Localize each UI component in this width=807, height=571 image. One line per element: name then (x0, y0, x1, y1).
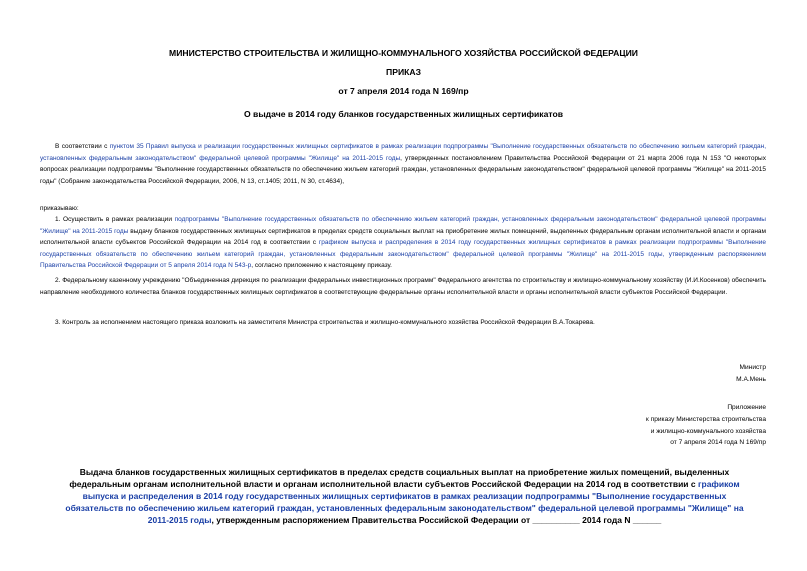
item1-text-1: 1. Осуществить в рамках реализации (55, 216, 175, 223)
appendix-line-1: Приложение (727, 404, 766, 411)
item1-text-3: , согласно приложению к настоящему приказу. (251, 262, 392, 270)
appendix-title-text-2: , утвержденным распоряжением Правительства Российской Федерации от __________ 2014 года N ______ (211, 515, 662, 526)
preamble-text-1: В соответствии с (55, 143, 110, 150)
item1-text-2: выдачу бланков государственных жилищных сертификатов в пределах средств социальных выплат на приобретение жилых помещений, выделенных федеральным органам исполнительной власти и органам исполнительной власти субъектов Российской Федерации на 2014 год в соответствии с (40, 227, 767, 247)
appendix-title (62, 466, 747, 526)
ministry-heading: МИНИСТЕРСТВО СТРОИТЕЛЬСТВА И ЖИЛИЩНО-КОММУНАЛЬНОГО ХОЗЯЙСТВА РОССИЙСКОЙ ФЕДЕРАЦИИ (169, 48, 638, 58)
order-item-2: 2. Федеральному казенному учреждению "Объединенная дирекция по реализации федеральных инвестиционных программ" Федерального агентства по строительству и жилищно-коммунальному хозяйству (И.И.Косенков) обеспечить направление необходимого количества бланков государственных жилищных сертификатов в соответствующие федеральные органы исполнительной власти и органы исполнительной власти субъектов Российской Федерации. (40, 277, 766, 296)
appendix-line-4: от 7 апреля 2014 года N 169/пр (670, 439, 766, 447)
subprogram-link[interactable]: подпрограммы "Выполнение государственных обязательств по обеспечению жильем категорий граждан, установленных федеральным законодательством" федеральной целевой программы "Жилище" на 2011-2015 годы (40, 216, 766, 235)
appendix-line-3: и жилищно-коммунального хозяйства (650, 427, 766, 435)
doc-title: О выдаче в 2014 году бланков государственных жилищных сертификатов (243, 109, 564, 119)
appendix-line-2: к приказу Министерства строительства (645, 415, 766, 423)
rules-point-35-link[interactable]: пунктом 35 Правил выпуска и реализации государственных жилищных сертификатов в рамках реализации подпрограммы "Выполнение государственных обязательств по обеспечению жильем категорий граждан, установленных федеральным законодательством" федеральной целевой программы "Жилище" на 2011-2015 годы (40, 143, 767, 162)
order-item-1 (40, 214, 766, 272)
signature-position: Министр (739, 364, 766, 371)
doc-date-number: от 7 апреля 2014 года N 169/пр (338, 86, 469, 96)
appendix-title-text-1: Выдача бланков государственных жилищных сертификатов в пределах средств социальных выплат на приобретение жилых помещений, выделенных федеральным органам исполнительной власти и органам исполнительной власти субъектов Российской Федерации на 2014 год в соответствии с (69, 467, 730, 490)
preamble-text-2: , утвержденных постановлением Правительства Российской Федерации от 21 марта 2006 года N 153 "О некоторых вопросах реализации подпрограммы "Выполнение государственных обязательств по обеспечению жильем категорий граждан, установленных федеральным законодательством" федеральной целевой программы "Жилище" на 2011-2015 годы" (Собрание законодательства Российской Федерации, 2006, N 13, ст.1405; 2011, N 30, ст.4634), (40, 154, 766, 185)
schedule-link[interactable]: графиком выпуска и распределения в 2014 году государственных жилищных сертификатов в рамках реализации подпрограммы "Выполнение государственных обязательств по обеспечению жильем категорий граждан, установленных федеральным законодательством" федеральной целевой программы "Жилище" на 2011-2015 годы, утвержденным распоряжением Правительства Российской Федерации от 5 апреля 2014 года N 543-р (40, 239, 766, 270)
order-item-3: 3. Контроль за исполнением настоящего приказа возложить на заместителя Министра строительства и жилищно-коммунального хозяйства Российской Федерации В.А.Токарева. (55, 319, 595, 326)
appendix-block (646, 402, 766, 449)
orders-label: приказываю: (40, 205, 79, 212)
signature-name: М.А.Мень (736, 375, 766, 383)
appendix-schedule-link[interactable]: графиком выпуска и распределения в 2014 году государственных жилищных сертификатов в рамках реализации подпрограммы "Выполнение государственных обязательств по обеспечению жильем категорий граждан, установленных федеральным законодательством" федеральной целевой программы "Жилище" на 2011-2015 годы (65, 479, 744, 526)
doc-type-heading: ПРИКАЗ (386, 67, 421, 77)
signature-block (736, 362, 766, 386)
preamble-paragraph (40, 141, 766, 187)
